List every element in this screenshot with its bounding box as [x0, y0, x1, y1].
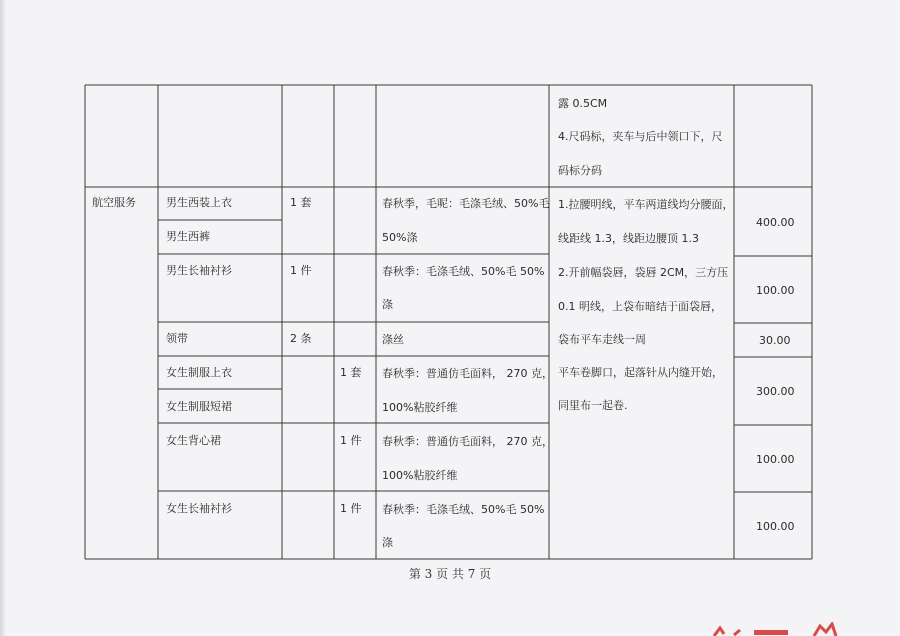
- craft-top-line-3: 码标分码: [558, 164, 602, 177]
- item-material: 春秋季：毛涤毛绒、50%毛 50%: [382, 503, 545, 516]
- item-qty: 1 套: [340, 366, 362, 379]
- item-qty: 1 件: [340, 502, 362, 515]
- craft-line: 平车卷脚口，起落针从内缝开始，: [558, 366, 723, 379]
- craft-line: 2.开前幅袋唇，袋唇 2CM，三方压: [558, 266, 729, 279]
- craft-line: 线距线 1.3，线距边腰顶 1.3: [558, 232, 699, 245]
- item-name: 女生长袖衬衫: [166, 502, 232, 515]
- red-stamp-fragment: [710, 622, 850, 636]
- item-name: 领带: [166, 332, 188, 345]
- item-material: 春秋季：普通仿毛面料， 270 克，: [382, 367, 553, 380]
- craft-line: 0.1 明线，上袋布暗结于面袋唇，: [558, 300, 722, 313]
- craft-top-line-1: 露 0.5CM: [558, 97, 608, 110]
- item-qty: 1 件: [340, 434, 362, 447]
- item-material: 春秋季，毛呢：毛涤毛绒、50%毛: [382, 197, 550, 210]
- item-name: 男生长袖衬衫: [166, 264, 232, 277]
- item-material: 100%粘胶纤维: [382, 469, 458, 482]
- item-name: 男生西装上衣: [166, 196, 232, 209]
- craft-line: 1.拉腰明线，平车两道线均分腰面，: [558, 198, 734, 211]
- item-material: 100%粘胶纤维: [382, 401, 458, 414]
- category-label: 航空服务: [92, 196, 136, 209]
- item-name: 女生制服上衣: [166, 366, 232, 379]
- item-name: 男生西裤: [166, 230, 210, 243]
- item-price: 100.00: [756, 453, 795, 466]
- item-qty: 2 条: [290, 332, 312, 345]
- item-material: 涤: [382, 298, 393, 311]
- item-price: 100.00: [756, 284, 795, 297]
- item-material: 春秋季：普通仿毛面料， 270 克，: [382, 435, 553, 448]
- item-qty: 1 件: [290, 264, 312, 277]
- craft-line: 同里布一起卷.: [558, 399, 628, 412]
- item-name: 女生背心裙: [166, 434, 221, 447]
- item-qty: 1 套: [290, 196, 312, 209]
- page-number-footer: 第 3 页 共 7 页: [408, 567, 492, 581]
- item-material: 涤: [382, 536, 393, 549]
- item-price: 30.00: [759, 334, 791, 347]
- item-material: 春秋季：毛涤毛绒、50%毛 50%: [382, 265, 545, 278]
- item-price: 400.00: [756, 216, 795, 229]
- craft-line: 袋布平车走线一周: [558, 333, 646, 346]
- item-price: 100.00: [756, 520, 795, 533]
- craft-top-line-2: 4.尺码标，夹车与后中领口下，尺: [558, 130, 723, 143]
- item-name: 女生制服短裙: [166, 400, 232, 413]
- item-material: 涤丝: [382, 333, 404, 346]
- item-material: 50%涤: [382, 231, 418, 244]
- item-price: 300.00: [756, 385, 795, 398]
